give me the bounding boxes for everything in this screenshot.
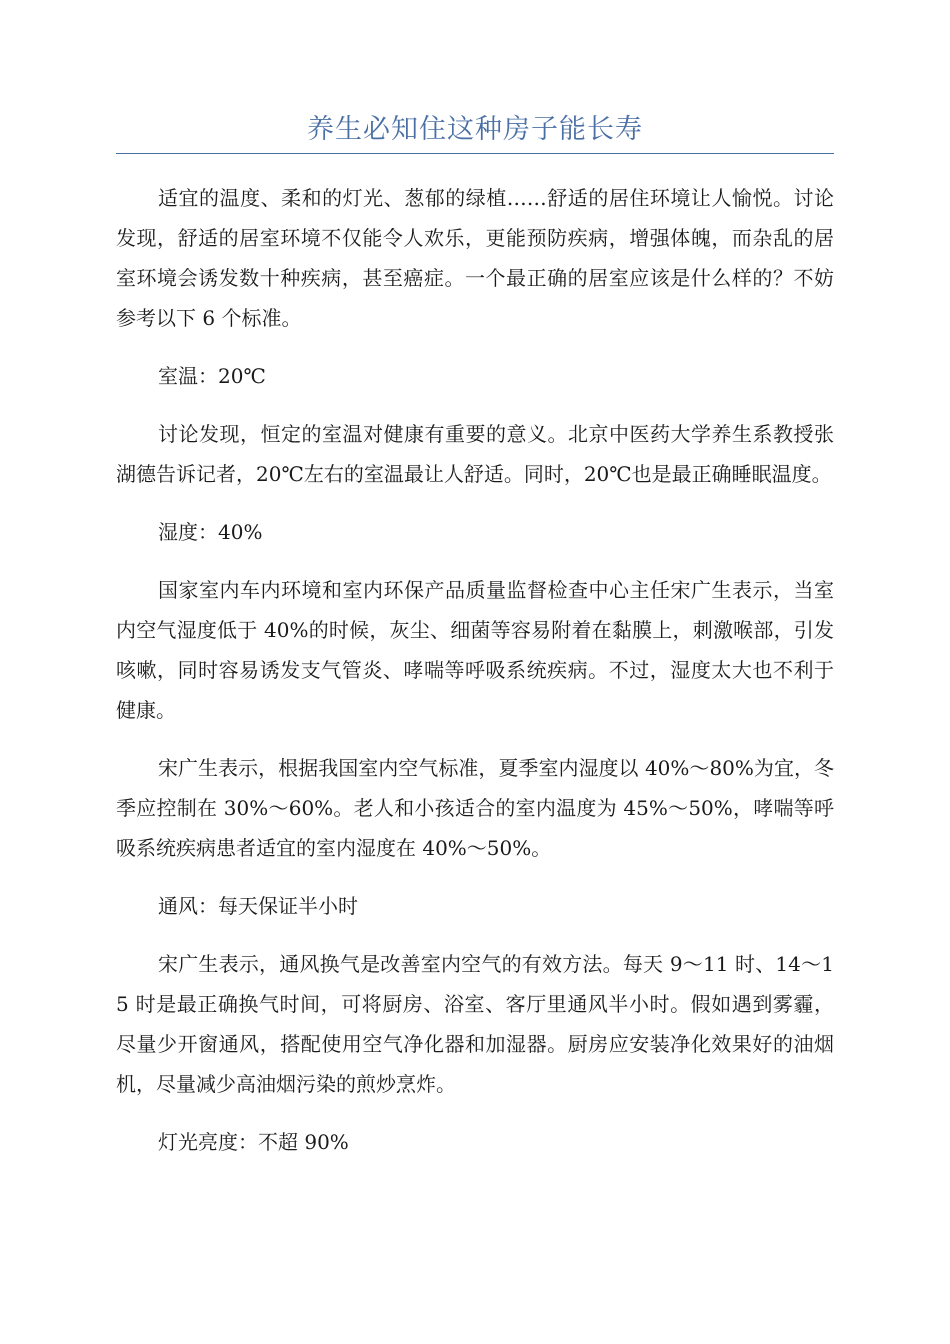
document-body bbox=[116, 178, 834, 1180]
paragraph-ventilation: 宋广生表示，通风换气是改善室内空气的有效方法。每天 9～11 时、14～15 时是最正确换气时间，可将厨房、浴室、客厅里通风半小时。假如遇到雾霾，尽量少开窗通风，搭配使用空气净化器和加湿器。厨房应安装净化效果好的油烟机，尽量减少高油烟污染的煎炒烹炸。 bbox=[116, 952, 834, 1096]
section-heading-temperature: 室温：20℃ bbox=[158, 364, 266, 388]
paragraph-intro: 适宜的温度、柔和的灯光、葱郁的绿植……舒适的居住环境让人愉悦。讨论发现，舒适的居室环境不仅能令人欢乐，更能预防疾病，增强体魄，而杂乱的居室环境会诱发数十种疾病，甚至癌症。一个最正确的居室应该是什么样的？不妨参考以下 6 个标准。 bbox=[116, 186, 834, 330]
section-heading-humidity: 湿度：40% bbox=[158, 520, 263, 544]
section-heading-lighting: 灯光亮度：不超 90% bbox=[158, 1130, 349, 1154]
paragraph-temperature: 讨论发现，恒定的室温对健康有重要的意义。北京中医药大学养生系教授张湖德告诉记者，20℃左右的室温最让人舒适。同时，20℃也是最正确睡眠温度。 bbox=[116, 422, 834, 486]
title-underline bbox=[116, 153, 834, 154]
paragraph-humidity-1: 国家室内车内环境和室内环保产品质量监督检查中心主任宋广生表示，当室内空气湿度低于 40%的时候，灰尘、细菌等容易附着在黏膜上，刺激喉部，引发咳嗽，同时容易诱发支气管炎、哮喘等呼吸系统疾病。不过，湿度太大也不利于健康。 bbox=[116, 578, 834, 722]
paragraph-humidity-2: 宋广生表示，根据我国室内空气标准，夏季室内湿度以 40%～80%为宜，冬季应控制在 30%～60%。老人和小孩适合的室内温度为 45%～50%，哮喘等呼吸系统疾病患者适宜的室内湿度在 40%～50%。 bbox=[116, 756, 834, 860]
section-heading-ventilation: 通风：每天保证半小时 bbox=[158, 894, 358, 918]
page-title: 养生必知住这种房子能长寿 bbox=[307, 114, 643, 145]
